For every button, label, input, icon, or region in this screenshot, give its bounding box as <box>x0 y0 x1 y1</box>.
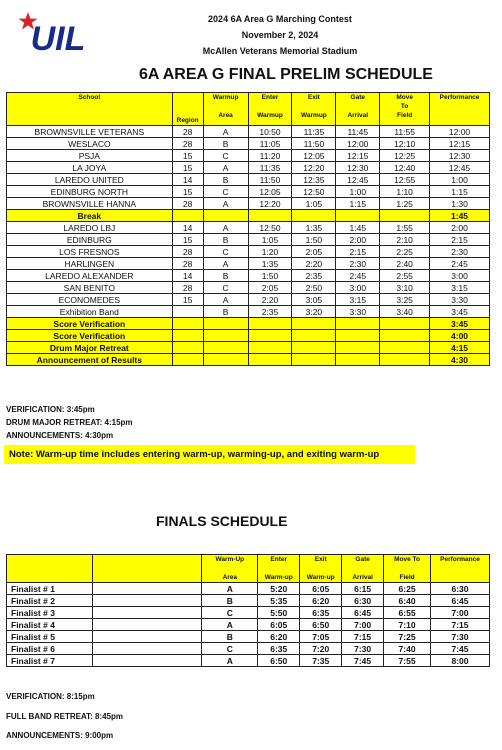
finals-header-row <box>7 555 490 583</box>
finals-announcements-time: ANNOUNCEMENTS: 9:00pm <box>6 731 114 740</box>
table-row <box>7 174 490 186</box>
region-cell: 28 <box>172 246 203 258</box>
exit-cell: 6:35 <box>300 607 342 619</box>
move-cell: 6:25 <box>384 583 431 595</box>
empty-cell <box>248 318 292 330</box>
gate-cell: 2:00 <box>336 234 380 246</box>
performance-cell: 12:45 <box>430 162 490 174</box>
move-cell: 7:25 <box>384 631 431 643</box>
enter-cell: 11:35 <box>248 162 292 174</box>
finalist-cell: Finalist # 4 <box>7 619 93 631</box>
gate-cell: 1:45 <box>336 222 380 234</box>
exit-cell: 2:05 <box>292 246 336 258</box>
table-row <box>7 126 490 138</box>
empty-cell <box>92 643 202 655</box>
enter-cell: 2:20 <box>248 294 292 306</box>
region-cell: 28 <box>172 258 203 270</box>
region-cell: 15 <box>172 294 203 306</box>
gate-cell: 2:45 <box>336 270 380 282</box>
area-cell: A <box>203 198 248 210</box>
event-row <box>7 342 490 354</box>
move-cell: 6:55 <box>384 607 431 619</box>
area-cell: C <box>203 246 248 258</box>
school-cell: LA JOYA <box>7 162 173 174</box>
enter-cell: 11:05 <box>248 138 292 150</box>
performance-cell: 12:15 <box>430 138 490 150</box>
performance-cell: 1:30 <box>430 198 490 210</box>
finals-verification-time: VERIFICATION: 8:15pm <box>6 692 95 701</box>
region-cell: 28 <box>172 126 203 138</box>
prelim-table <box>6 92 490 366</box>
empty-cell <box>248 354 292 366</box>
move-cell: 12:55 <box>380 174 430 186</box>
area-cell: A <box>202 619 258 631</box>
gate-cell: 3:15 <box>336 294 380 306</box>
table-row <box>7 643 490 655</box>
table-row <box>7 138 490 150</box>
exit-cell: 12:20 <box>292 162 336 174</box>
area-cell: C <box>202 643 258 655</box>
performance-cell: 12:00 <box>430 126 490 138</box>
full-band-retreat-time: FULL BAND RETREAT: 8:45pm <box>6 712 124 721</box>
table-row <box>7 619 490 631</box>
exit-cell: 12:35 <box>292 174 336 186</box>
area-cell: C <box>203 186 248 198</box>
move-cell: 2:25 <box>380 246 430 258</box>
school-cell: EDINBURG <box>7 234 173 246</box>
empty-cell <box>203 318 248 330</box>
gate-cell: 7:00 <box>342 619 384 631</box>
enter-cell: 1:20 <box>248 246 292 258</box>
finalist-cell: Finalist # 7 <box>7 655 93 667</box>
empty-cell <box>248 342 292 354</box>
finalist-cell: Finalist # 3 <box>7 607 93 619</box>
enter-cell: 6:05 <box>258 619 300 631</box>
gate-cell: 6:45 <box>342 607 384 619</box>
col-finals-area: Warm-Up Area <box>202 555 258 583</box>
event-row <box>7 318 490 330</box>
prelim-rows-2 <box>7 222 490 318</box>
event-label: Announcement of Results <box>7 354 173 366</box>
col-finals-gate: Gate Arrival <box>342 555 384 583</box>
school-cell: HARLINGEN <box>7 258 173 270</box>
table-row <box>7 162 490 174</box>
move-cell: 2:40 <box>380 258 430 270</box>
event-label: Drum Major Retreat <box>7 342 173 354</box>
table-row <box>7 258 490 270</box>
table-row <box>7 282 490 294</box>
announcements-time: ANNOUNCEMENTS: 4:30pm <box>6 431 114 440</box>
col-exit-warmup: Exit Warmup <box>292 93 336 126</box>
region-cell: 15 <box>172 150 203 162</box>
performance-cell: 2:15 <box>430 234 490 246</box>
empty-cell <box>292 318 336 330</box>
enter-cell: 11:50 <box>248 174 292 186</box>
empty-cell <box>203 354 248 366</box>
prelim-header-row <box>7 93 490 126</box>
event-label: Score Verification <box>7 330 173 342</box>
region-cell: 14 <box>172 222 203 234</box>
finals-rows <box>7 583 490 667</box>
gate-cell: 1:00 <box>336 186 380 198</box>
performance-cell: 7:45 <box>431 643 490 655</box>
prelim-rows-1 <box>7 126 490 210</box>
move-cell: 1:55 <box>380 222 430 234</box>
performance-cell: 3:45 <box>430 306 490 318</box>
area-cell: B <box>203 138 248 150</box>
event-time: 4:15 <box>430 342 490 354</box>
gate-cell: 11:45 <box>336 126 380 138</box>
table-row <box>7 294 490 306</box>
school-cell: PSJA <box>7 150 173 162</box>
region-cell: 15 <box>172 162 203 174</box>
exit-cell: 6:05 <box>300 583 342 595</box>
gate-cell: 3:00 <box>336 282 380 294</box>
school-cell: BROWNSVILLE VETERANS <box>7 126 173 138</box>
verification-time: VERIFICATION: 3:45pm <box>6 405 95 414</box>
table-row <box>7 246 490 258</box>
area-cell: A <box>203 294 248 306</box>
school-cell: EDINBURG NORTH <box>7 186 173 198</box>
exit-cell: 2:20 <box>292 258 336 270</box>
move-cell: 2:55 <box>380 270 430 282</box>
table-row <box>7 198 490 210</box>
finals-title: FINALS SCHEDULE <box>156 513 288 529</box>
table-row <box>7 150 490 162</box>
gate-cell: 6:15 <box>342 583 384 595</box>
table-row <box>7 631 490 643</box>
empty-cell <box>172 342 203 354</box>
empty-cell <box>380 330 430 342</box>
table-row <box>7 186 490 198</box>
empty-cell <box>380 318 430 330</box>
table-row <box>7 270 490 282</box>
move-cell: 7:10 <box>384 619 431 631</box>
area-cell: B <box>203 306 248 318</box>
empty-cell <box>92 607 202 619</box>
region-cell <box>172 306 203 318</box>
prelim-title: 6A AREA G FINAL PRELIM SCHEDULE <box>139 66 433 83</box>
move-cell: 1:25 <box>380 198 430 210</box>
col-region: Region <box>172 93 203 126</box>
gate-cell: 7:30 <box>342 643 384 655</box>
area-cell: A <box>203 258 248 270</box>
exit-cell: 12:50 <box>292 186 336 198</box>
finalist-cell: Finalist # 1 <box>7 583 93 595</box>
school-cell: BROWNSVILLE HANNA <box>7 198 173 210</box>
area-cell: A <box>203 126 248 138</box>
exit-cell: 1:35 <box>292 222 336 234</box>
region-cell: 14 <box>172 174 203 186</box>
school-cell: LAREDO UNITED <box>7 174 173 186</box>
enter-cell: 5:50 <box>258 607 300 619</box>
exit-cell: 6:20 <box>300 595 342 607</box>
col-finals-exit: Exit Warm-up <box>300 555 342 583</box>
performance-cell: 1:15 <box>430 186 490 198</box>
finals-table <box>6 554 490 667</box>
gate-cell: 2:30 <box>336 258 380 270</box>
performance-cell: 7:15 <box>431 619 490 631</box>
performance-cell: 3:15 <box>430 282 490 294</box>
prelim-events <box>7 318 490 366</box>
empty-cell <box>292 330 336 342</box>
move-cell: 12:40 <box>380 162 430 174</box>
finalist-cell: Finalist # 2 <box>7 595 93 607</box>
empty-cell <box>172 330 203 342</box>
performance-cell: 2:45 <box>430 258 490 270</box>
exit-cell: 3:20 <box>292 306 336 318</box>
performance-cell: 6:45 <box>431 595 490 607</box>
exit-cell: 7:05 <box>300 631 342 643</box>
move-cell: 12:10 <box>380 138 430 150</box>
school-cell: LOS FRESNOS <box>7 246 173 258</box>
area-cell: A <box>202 655 258 667</box>
event-row <box>7 354 490 366</box>
enter-cell: 5:35 <box>258 595 300 607</box>
uil-logo <box>18 10 92 54</box>
table-row <box>7 655 490 667</box>
empty-cell <box>172 354 203 366</box>
table-row <box>7 607 490 619</box>
gate-cell: 12:30 <box>336 162 380 174</box>
performance-cell: 3:30 <box>430 294 490 306</box>
performance-cell: 6:30 <box>431 583 490 595</box>
empty-cell <box>380 342 430 354</box>
empty-cell <box>203 342 248 354</box>
event-row <box>7 330 490 342</box>
exit-cell: 6:50 <box>300 619 342 631</box>
finalist-cell: Finalist # 6 <box>7 643 93 655</box>
col-warmup-area: Warmup Area <box>203 93 248 126</box>
move-cell: 11:55 <box>380 126 430 138</box>
school-cell: WESLACO <box>7 138 173 150</box>
performance-cell: 3:00 <box>430 270 490 282</box>
area-cell: B <box>203 174 248 186</box>
enter-cell: 2:35 <box>248 306 292 318</box>
event-time: 4:00 <box>430 330 490 342</box>
area-cell: B <box>202 631 258 643</box>
col-school: School <box>7 93 173 126</box>
exit-cell: 7:35 <box>300 655 342 667</box>
area-cell: C <box>203 282 248 294</box>
enter-cell: 1:35 <box>248 258 292 270</box>
empty-cell <box>92 583 202 595</box>
logo-text: UIL <box>30 20 86 54</box>
empty-cell <box>92 631 202 643</box>
gate-cell: 6:30 <box>342 595 384 607</box>
col-performance: Performance <box>430 93 490 126</box>
table-row <box>7 222 490 234</box>
region-cell: 15 <box>172 186 203 198</box>
gate-cell: 2:15 <box>336 246 380 258</box>
school-cell: LAREDO LBJ <box>7 222 173 234</box>
school-cell: ECONOMEDES <box>7 294 173 306</box>
empty-cell <box>292 342 336 354</box>
table-row <box>7 306 490 318</box>
area-cell: A <box>202 583 258 595</box>
empty-cell <box>336 330 380 342</box>
col-gate-arrival: Gate Arrival <box>336 93 380 126</box>
school-cell: Exhibition Band <box>7 306 173 318</box>
area-cell: B <box>203 270 248 282</box>
school-cell: LAREDO ALEXANDER <box>7 270 173 282</box>
exit-cell: 11:35 <box>292 126 336 138</box>
region-cell: 14 <box>172 270 203 282</box>
break-row <box>7 210 490 222</box>
empty-cell <box>380 354 430 366</box>
gate-cell: 12:45 <box>336 174 380 186</box>
empty-cell <box>92 595 202 607</box>
empty-cell <box>92 655 202 667</box>
performance-cell: 12:30 <box>430 150 490 162</box>
enter-cell: 6:20 <box>258 631 300 643</box>
gate-cell: 3:30 <box>336 306 380 318</box>
empty-cell <box>292 354 336 366</box>
move-cell: 1:10 <box>380 186 430 198</box>
region-cell: 28 <box>172 198 203 210</box>
col-enter-warmup: Enter Warmup <box>248 93 292 126</box>
move-cell: 3:40 <box>380 306 430 318</box>
empty-cell <box>336 354 380 366</box>
exit-cell: 1:50 <box>292 234 336 246</box>
break-time: 1:45 <box>430 210 490 222</box>
col-move-to-field: Move To Field <box>380 93 430 126</box>
contest-title: 2024 6A Area G Marching Contest <box>208 14 352 24</box>
area-cell: A <box>203 222 248 234</box>
area-cell: B <box>203 234 248 246</box>
move-cell: 3:10 <box>380 282 430 294</box>
exit-cell: 7:20 <box>300 643 342 655</box>
empty-cell <box>336 318 380 330</box>
exit-cell: 3:05 <box>292 294 336 306</box>
event-time: 4:30 <box>430 354 490 366</box>
move-cell: 7:40 <box>384 643 431 655</box>
enter-cell: 12:05 <box>248 186 292 198</box>
empty-cell <box>92 619 202 631</box>
area-cell: C <box>202 607 258 619</box>
gate-cell: 7:45 <box>342 655 384 667</box>
contest-date: November 2, 2024 <box>241 30 319 40</box>
break-label: Break <box>7 210 173 222</box>
area-cell: B <box>202 595 258 607</box>
move-cell: 3:25 <box>380 294 430 306</box>
table-row <box>7 583 490 595</box>
region-cell: 15 <box>172 234 203 246</box>
gate-cell: 12:00 <box>336 138 380 150</box>
exit-cell: 2:50 <box>292 282 336 294</box>
performance-cell: 7:30 <box>431 631 490 643</box>
school-cell: SAN BENITO <box>7 282 173 294</box>
empty-cell <box>172 318 203 330</box>
contest-venue: McAllen Veterans Memorial Stadium <box>202 46 358 56</box>
move-cell: 6:40 <box>384 595 431 607</box>
finalist-cell: Finalist # 5 <box>7 631 93 643</box>
enter-cell: 10:50 <box>248 126 292 138</box>
event-label: Score Verification <box>7 318 173 330</box>
exit-cell: 12:05 <box>292 150 336 162</box>
performance-cell: 2:30 <box>430 246 490 258</box>
enter-cell: 6:50 <box>258 655 300 667</box>
table-row <box>7 595 490 607</box>
area-cell: C <box>203 150 248 162</box>
event-time: 3:45 <box>430 318 490 330</box>
enter-cell: 11:20 <box>248 150 292 162</box>
col-finals-enter: Enter Warm-up <box>258 555 300 583</box>
enter-cell: 1:05 <box>248 234 292 246</box>
enter-cell: 6:35 <box>258 643 300 655</box>
exit-cell: 2:35 <box>292 270 336 282</box>
enter-cell: 12:20 <box>248 198 292 210</box>
performance-cell: 7:00 <box>431 607 490 619</box>
enter-cell: 5:20 <box>258 583 300 595</box>
col-finals-move: Move To Field <box>384 555 431 583</box>
empty-cell <box>203 330 248 342</box>
performance-cell: 8:00 <box>431 655 490 667</box>
performance-cell: 1:00 <box>430 174 490 186</box>
table-row <box>7 234 490 246</box>
enter-cell: 2:05 <box>248 282 292 294</box>
move-cell: 12:25 <box>380 150 430 162</box>
enter-cell: 12:50 <box>248 222 292 234</box>
gate-cell: 12:15 <box>336 150 380 162</box>
exit-cell: 1:05 <box>292 198 336 210</box>
drum-major-time: DRUM MAJOR RETREAT: 4:15pm <box>6 418 133 427</box>
gate-cell: 1:15 <box>336 198 380 210</box>
exit-cell: 11:50 <box>292 138 336 150</box>
performance-cell: 2:00 <box>430 222 490 234</box>
region-cell: 28 <box>172 282 203 294</box>
region-cell: 28 <box>172 138 203 150</box>
enter-cell: 1:50 <box>248 270 292 282</box>
empty-cell <box>336 342 380 354</box>
move-cell: 7:55 <box>384 655 431 667</box>
move-cell: 2:10 <box>380 234 430 246</box>
col-finals-performance: Performance <box>431 555 490 583</box>
gate-cell: 7:15 <box>342 631 384 643</box>
empty-cell <box>248 330 292 342</box>
warmup-note: Note: Warm-up time includes entering warm-up, warming-up, and exiting warm-up <box>4 445 415 464</box>
area-cell: A <box>203 162 248 174</box>
